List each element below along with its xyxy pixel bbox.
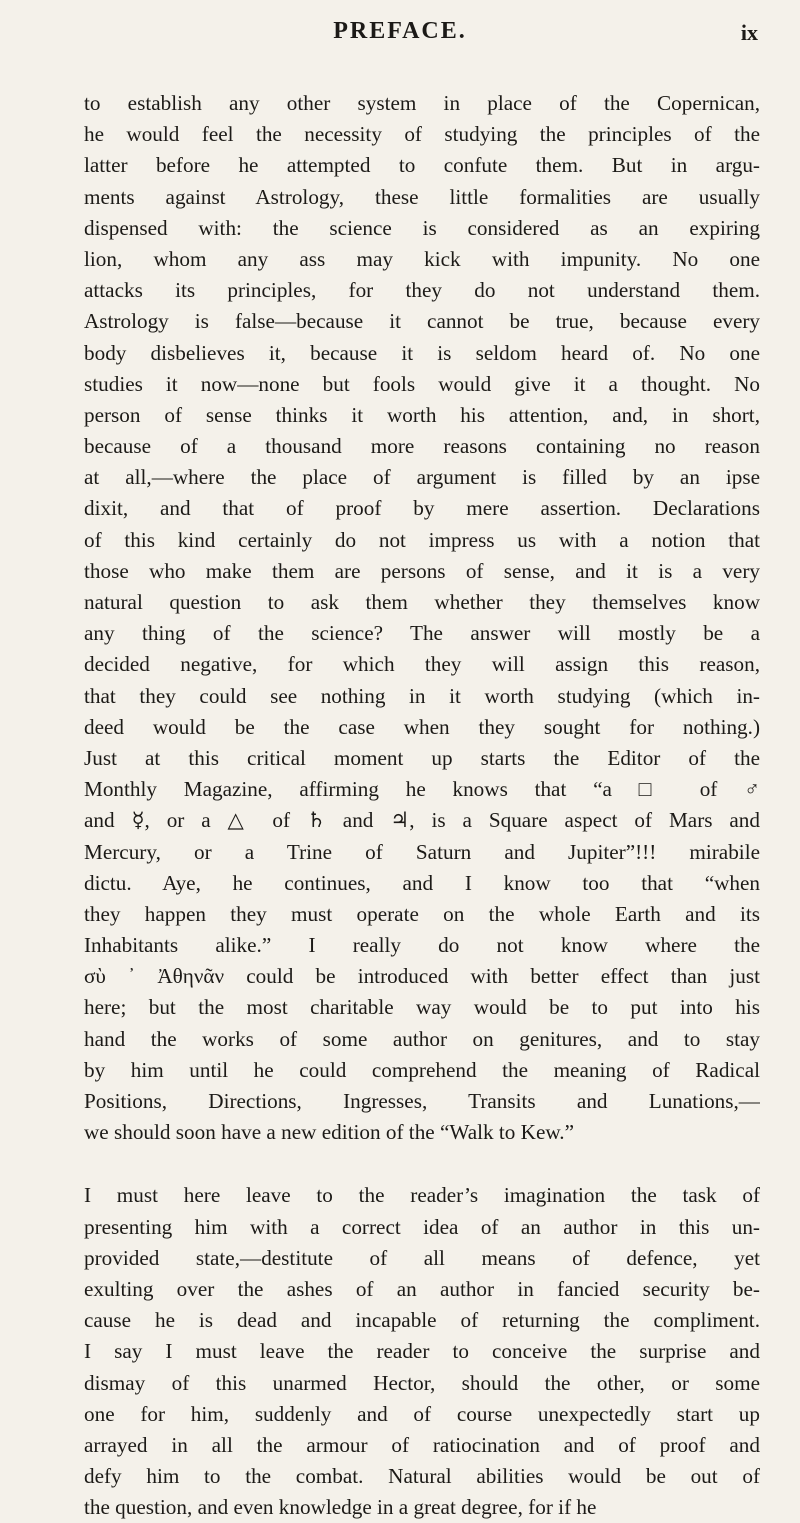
text-line: the question, and even knowledge in a great degree, for if he xyxy=(84,1495,597,1520)
paragraph xyxy=(84,1180,760,1523)
text-line: decided negative, for which they will assign this reason, xyxy=(84,652,760,677)
text-line: ments against Astrology, these little formalities are usually xyxy=(84,184,760,209)
text-line: lion, whom any ass may kick with impunity. No one xyxy=(84,246,760,271)
text-line: those who make them are persons of sense, and it is a very xyxy=(84,558,760,583)
text-line: by him until he could comprehend the meaning of Radical xyxy=(84,1057,760,1082)
text-line: cause he is dead and incapable of returning the compliment. xyxy=(84,1308,760,1333)
text-line: at all,—where the place of argument is filled by an ipse xyxy=(84,465,760,490)
text-line: that they could see nothing in it worth studying (which in- xyxy=(84,683,760,708)
text-line: person of sense thinks it worth his attention, and, in short, xyxy=(84,402,760,427)
text-line: dismay of this unarmed Hector, should the other, or some xyxy=(84,1370,760,1395)
text-line: provided state,—destitute of all means of defence, yet xyxy=(84,1245,760,1270)
text-line: exulting over the ashes of an author in fancied security be- xyxy=(84,1276,760,1301)
text-line: studies it now—none but fools would give it a thought. No xyxy=(84,371,760,396)
text-line: defy him to the combat. Natural abilities would be out of xyxy=(84,1464,760,1489)
text-line: because of a thousand more reasons containing no reason xyxy=(84,434,760,459)
text-line: they happen they must operate on the whole Earth and its xyxy=(84,901,760,926)
paragraph xyxy=(84,88,760,1148)
running-title: PREFACE. xyxy=(333,18,467,44)
text-line: deed would be the case when they sought for nothing.) xyxy=(84,714,760,739)
text-line: one for him, suddenly and of course unexpectedly start up xyxy=(84,1401,760,1426)
text-line: I say I must leave the reader to conceive the surprise and xyxy=(84,1339,760,1364)
text-line: I must here leave to the reader’s imagination the task of xyxy=(84,1183,760,1208)
text-line: body disbelieves it, because it is seldom heard of. No one xyxy=(84,340,760,365)
text-line: Positions, Directions, Ingresses, Transits and Lunations,— xyxy=(84,1089,760,1113)
text-line: natural question to ask them whether they themselves know xyxy=(84,590,760,614)
text-line: attacks its principles, for they do not understand them. xyxy=(84,278,760,303)
text-line: dixit, and that of proof by mere assertion. Declarations xyxy=(84,496,760,521)
text-line: latter before he attempted to confute them. But in argu- xyxy=(84,153,760,178)
text-line: Astrology is false—because it cannot be true, because every xyxy=(84,309,760,334)
text-line: here; but the most charitable way would be to put into his xyxy=(84,995,760,1020)
text-line: dispensed with: the science is considered as an expiring xyxy=(84,215,760,240)
text-line: and ☿, or a △ of ♄ and ♃, is a Square aspect of Mars and xyxy=(84,808,760,833)
text-line: Mercury, or a Trine of Saturn and Jupiter”!!! mirabile xyxy=(84,839,760,864)
text-line: of this kind certainly do not impress us with a notion that xyxy=(84,527,760,552)
text-line: presenting him with a correct idea of an author in this un- xyxy=(84,1214,760,1239)
text-line: he would feel the necessity of studying the principles of the xyxy=(84,122,760,147)
body-text xyxy=(84,88,760,1523)
text-line: Monthly Magazine, affirming he knows that “a □ of ♂ xyxy=(84,777,760,802)
page-number: ix xyxy=(740,20,758,45)
text-line: we should soon have a new edition of the “Walk to Kew.” xyxy=(84,1120,574,1145)
page-header xyxy=(0,18,800,58)
text-line: σὺ ᾽ Ἀθηνᾶν could be introduced with better effect than just xyxy=(84,964,760,989)
text-line: arrayed in all the armour of ratiocination and of proof and xyxy=(84,1432,760,1457)
text-line: any thing of the science? The answer will mostly be a xyxy=(84,621,760,646)
text-line: to establish any other system in place of the Copernican, xyxy=(84,91,760,115)
text-line: hand the works of some author on genitures, and to stay xyxy=(84,1026,760,1051)
text-line: Just at this critical moment up starts the Editor of the xyxy=(84,745,760,770)
text-line: dictu. Aye, he continues, and I know too that “when xyxy=(84,870,760,895)
paragraph-gap xyxy=(84,1148,760,1180)
text-line: Inhabitants alike.” I really do not know where the xyxy=(84,933,760,958)
